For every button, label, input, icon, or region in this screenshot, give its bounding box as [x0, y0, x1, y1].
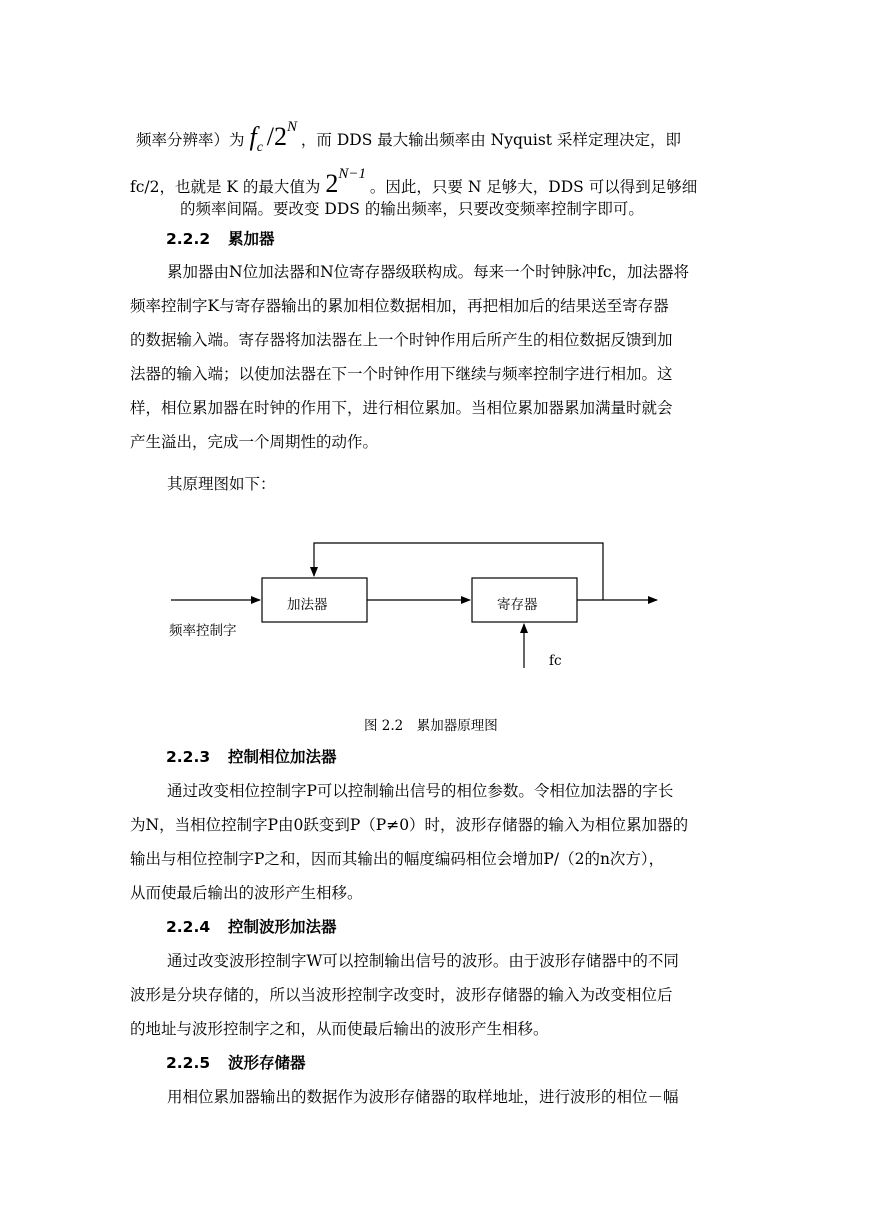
- paragraph-line: 频率控制字K与寄存器输出的累加相位数据相加，再把相加后的结果送至寄存器: [130, 297, 669, 315]
- paragraph-line: 通过改变波形控制字W可以控制输出信号的波形。由于波形存储器中的不同: [167, 952, 679, 970]
- paragraph-line: 的数据输入端。寄存器将加法器在上一个时钟作用后所产生的相位数据反馈到加: [130, 331, 673, 349]
- intro-line-2-post: 。因此，只要 N 足够大，DDS 可以得到足够细: [369, 178, 698, 196]
- heading-2-2-4: [166, 917, 337, 937]
- paragraph-line: 累加器由N位加法器和N位寄存器级联构成。每来一个时钟脉冲fc，加法器将: [167, 263, 690, 281]
- intro-line-1-pre: 频率分辨率）为: [136, 131, 245, 149]
- formula-two: 2: [274, 122, 288, 151]
- heading-title: 波形存储器: [228, 1054, 306, 1072]
- intro-line-1-post: ，而 DDS 最大输出频率由 Nyquist 采样定理决定，即: [300, 131, 681, 149]
- clock-label: fc: [549, 653, 562, 669]
- heading-number: 2.2.3: [166, 748, 211, 766]
- figure-caption: 图 2.2 累加器原理图: [364, 718, 498, 734]
- paragraph-line: 波形是分块存储的，所以当波形控制字改变时，波形存储器的输入为改变相位后: [130, 986, 673, 1004]
- paragraph-line: 为N，当相位控制字P由0跃变到P（P≠0）时，波形存储器的输入为相位累加器的: [130, 816, 689, 834]
- paragraph-line: 从而使最后输出的波形产生相移。: [130, 884, 363, 902]
- register-label: 寄存器: [497, 597, 538, 613]
- heading-title: 累加器: [228, 230, 275, 248]
- feedback-arrow: [314, 543, 603, 600]
- heading-2-2-5: [166, 1053, 306, 1073]
- heading-number: 2.2.4: [166, 918, 211, 936]
- intro-line-2-pre: fc/2，也就是 K 的最大值为: [130, 178, 321, 196]
- formula-base: f: [249, 122, 257, 151]
- formula-sub: c: [256, 140, 263, 155]
- formula2-two: 2: [325, 169, 339, 198]
- intro-line-3: 的频率间隔。要改变 DDS 的输出频率，只要改变频率控制字即可。: [180, 200, 644, 218]
- paragraph-line: 法器的输入端；以使加法器在下一个时钟作用下继续与频率控制字进行相加。这: [130, 365, 673, 383]
- formula-slash: /: [266, 122, 275, 151]
- heading-title: 控制相位加法器: [228, 748, 337, 766]
- heading-number: 2.2.2: [166, 230, 211, 248]
- paragraph-line: 的地址与波形控制字之和，从而使最后输出的波形产生相移。: [130, 1020, 549, 1038]
- formula-exp: N: [287, 119, 298, 135]
- formula2-exp: N−1: [338, 166, 367, 182]
- heading-number: 2.2.5: [166, 1054, 211, 1072]
- heading-title: 控制波形加法器: [228, 918, 337, 936]
- paragraph-line: 样，相位累加器在时钟的作用下，进行相位累加。当相位累加器累加满量时就会: [130, 399, 673, 417]
- input-label: 频率控制字: [169, 623, 237, 639]
- paragraph-line: 输出与相位控制字P之和，因而其输出的幅度编码相位会增加P/（2的n次方），: [130, 850, 665, 868]
- figure-intro-text: 其原理图如下：: [167, 475, 276, 493]
- paragraph-line: 通过改变相位控制字P可以控制输出信号的相位参数。令相位加法器的字长: [167, 782, 674, 800]
- adder-label: 加法器: [287, 597, 328, 613]
- paragraph-line: 用相位累加器输出的数据作为波形存储器的取样地址，进行波形的相位－幅: [167, 1088, 679, 1106]
- heading-2-2-3: [166, 747, 337, 767]
- paragraph-line: 产生溢出，完成一个周期性的动作。: [130, 433, 379, 451]
